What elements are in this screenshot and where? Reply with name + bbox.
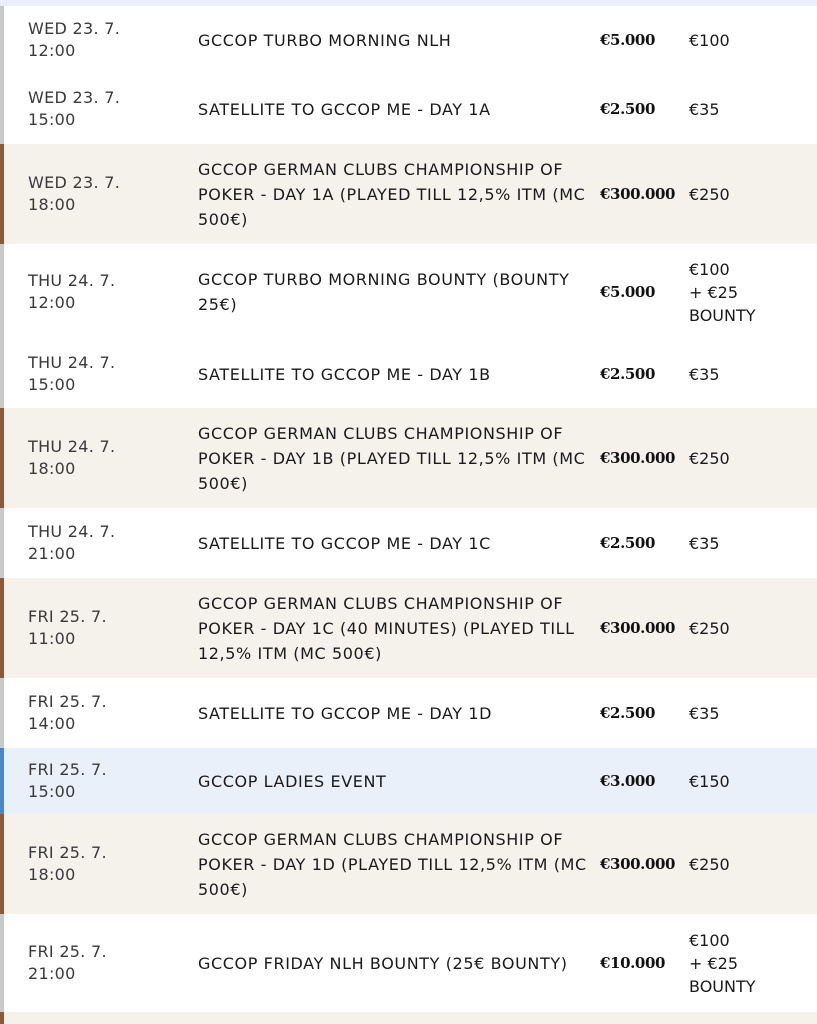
event-day: WED 23. 7. xyxy=(28,173,121,192)
event-time: 12:00 xyxy=(28,41,76,60)
event-buyin: €35 xyxy=(689,364,720,384)
event-time: 21:00 xyxy=(28,964,76,983)
event-buyin: €250 xyxy=(689,184,730,204)
table-row-main-event[interactable] xyxy=(0,408,817,508)
event-buyin: €35 xyxy=(689,703,720,723)
event-buyin: €100 xyxy=(689,30,730,50)
event-day: THU 24. 7. xyxy=(28,437,116,456)
event-guarantee: €3.000 xyxy=(600,772,656,790)
table-row[interactable] xyxy=(0,340,817,408)
event-bounty-label: BOUNTY xyxy=(689,305,756,325)
table-row[interactable] xyxy=(0,74,817,144)
event-guarantee: €300.000 xyxy=(600,855,676,873)
event-name: GCCOP FRIDAY NLH BOUNTY (25€ BOUNTY) xyxy=(198,953,568,973)
event-guarantee: €300.000 xyxy=(600,619,676,637)
event-guarantee: €300.000 xyxy=(600,449,676,467)
event-day: FRI 25. 7. xyxy=(28,942,107,961)
event-bounty-label: BOUNTY xyxy=(689,976,756,996)
event-guarantee: €10.000 xyxy=(600,954,666,972)
event-day: WED 23. 7. xyxy=(28,19,121,38)
event-day: THU 24. 7. xyxy=(28,522,116,541)
event-time: 18:00 xyxy=(28,865,76,884)
event-day: FRI 25. 7. xyxy=(28,692,107,711)
event-time: 15:00 xyxy=(28,375,76,394)
event-day: WED 23. 7. xyxy=(28,88,121,107)
table-row-main-event[interactable] xyxy=(0,578,817,678)
event-guarantee: €300.000 xyxy=(600,185,676,203)
event-name: GCCOP GERMAN CLUBS CHAMPIONSHIP OF POKER - DAY 1A (PLAYED TILL 12,5% ITM (MC 500€) xyxy=(198,159,586,229)
event-name: SATELLITE TO GCCOP ME - DAY 1A xyxy=(198,99,491,119)
event-time: 15:00 xyxy=(28,110,76,129)
table-row[interactable] xyxy=(0,244,817,340)
event-guarantee: €2.500 xyxy=(600,534,656,552)
table-row[interactable] xyxy=(0,508,817,578)
event-buyin: €35 xyxy=(689,533,720,553)
event-time: 12:00 xyxy=(28,293,76,312)
event-time: 21:00 xyxy=(28,544,76,563)
event-time: 18:00 xyxy=(28,195,76,214)
table-row[interactable] xyxy=(0,678,817,748)
event-time: 15:00 xyxy=(28,782,76,801)
event-guarantee: €2.500 xyxy=(600,704,656,722)
event-day: FRI 25. 7. xyxy=(28,760,107,779)
event-buyin: €250 xyxy=(689,448,730,468)
event-name: GCCOP TURBO MORNING NLH xyxy=(198,30,452,50)
event-day: FRI 25. 7. xyxy=(28,607,107,626)
event-guarantee: €2.500 xyxy=(600,100,656,118)
event-buyin: €100 xyxy=(689,930,730,950)
table-row[interactable] xyxy=(0,914,817,1012)
event-time: 14:00 xyxy=(28,714,76,733)
event-day: FRI 25. 7. xyxy=(28,843,107,862)
event-name: GCCOP LADIES EVENT xyxy=(198,771,387,791)
event-guarantee: €5.000 xyxy=(600,283,656,301)
event-name: GCCOP GERMAN CLUBS CHAMPIONSHIP OF POKER - DAY 1C (40 MINUTES) (PLAYED TILL 12,5% ITM (MC 500€) xyxy=(198,593,575,663)
table-row-main-event[interactable] xyxy=(0,144,817,244)
event-buyin: €250 xyxy=(689,618,730,638)
event-buyin: €100 xyxy=(689,259,730,279)
event-name: SATELLITE TO GCCOP ME - DAY 1D xyxy=(198,703,493,723)
event-name: GCCOP TURBO MORNING BOUNTY (BOUNTY 25€) xyxy=(198,270,570,314)
event-buyin: €35 xyxy=(689,99,720,119)
event-guarantee: €2.500 xyxy=(600,365,656,383)
event-buyin: €250 xyxy=(689,854,730,874)
event-time: 11:00 xyxy=(28,629,76,648)
event-name: GCCOP GERMAN CLUBS CHAMPIONSHIP OF POKER - DAY 1B (PLAYED TILL 12,5% ITM (MC 500€) xyxy=(198,423,586,493)
event-bounty-amount: + €25 xyxy=(689,282,739,302)
event-time: 18:00 xyxy=(28,459,76,478)
event-name: SATELLITE TO GCCOP ME - DAY 1C xyxy=(198,533,491,553)
event-name: GCCOP GERMAN CLUBS CHAMPIONSHIP OF POKER - DAY 1D (PLAYED TILL 12,5% ITM (MC 500€) xyxy=(198,829,587,899)
event-buyin: €150 xyxy=(689,771,730,791)
event-bounty-amount: + €25 xyxy=(689,953,739,973)
table-row-ladies-event[interactable] xyxy=(0,748,817,814)
event-guarantee: €5.000 xyxy=(600,31,656,49)
event-name: SATELLITE TO GCCOP ME - DAY 1B xyxy=(198,364,491,384)
table-row-main-event[interactable] xyxy=(0,814,817,914)
event-day: THU 24. 7. xyxy=(28,271,116,290)
event-day: THU 24. 7. xyxy=(28,353,116,372)
table-row[interactable] xyxy=(0,6,817,74)
next-row-edge xyxy=(0,1012,817,1024)
